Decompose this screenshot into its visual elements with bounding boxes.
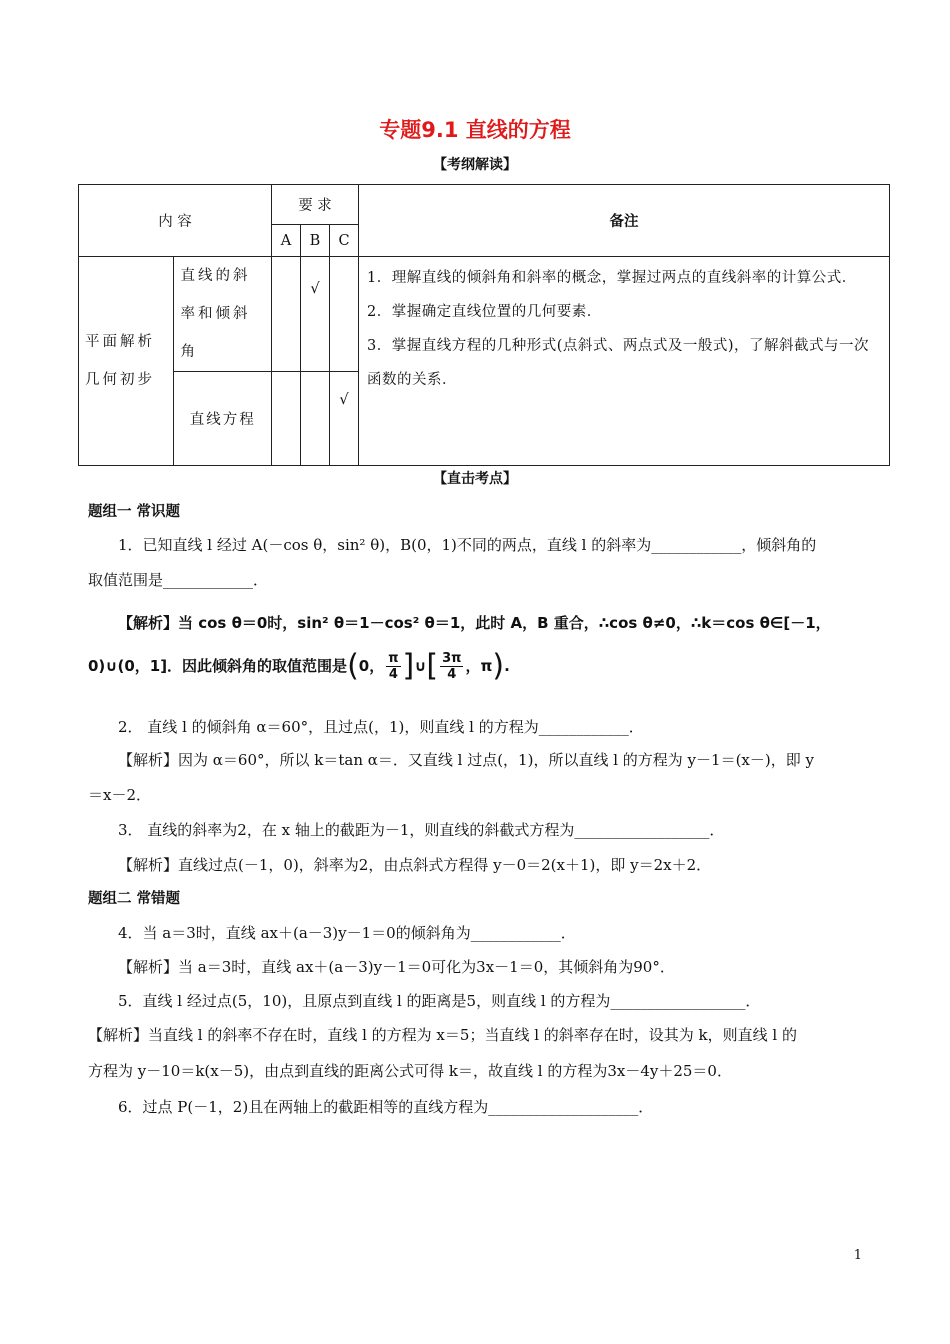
close-paren: ) [492, 648, 505, 684]
topic-slope-angle: 直线的斜率和倾斜角 [174, 257, 272, 372]
note-1: 1．理解直线的倾斜角和斜率的概念，掌握过两点的直线斜率的计算公式． [367, 270, 857, 286]
solution-1-union: ∪ [414, 657, 427, 675]
row2-c-mark: √ [330, 372, 359, 466]
requirements-table [78, 184, 890, 466]
row1-b-mark: √ [301, 257, 330, 372]
question-2: 2． 直线 l 的倾斜角 α＝60°，且过点(，1)，则直线 l 的方程为____________． [118, 718, 644, 736]
row1-c [330, 257, 359, 372]
section-heading-points: 【直击考点】 [433, 471, 517, 487]
frac1-denominator: 4 [388, 667, 398, 682]
row2-b [301, 372, 330, 466]
frac2-denominator: 4 [447, 667, 457, 682]
question-3: 3． 直线的斜率为2，在 x 轴上的截距为－1，则直线的斜截式方程为__________________． [118, 821, 725, 839]
notes-cell [359, 257, 890, 466]
solution-1-text: 0)∪(0，1]．因此倾斜角的取值范围是 [88, 657, 348, 675]
solution-3: 【解析】直线过点(－1，0)，斜率为2，由点斜式方程得 y－0＝2(x＋1)，即 y＝2x＋2． [118, 856, 712, 874]
section-heading-outline: 【考纲解读】 [433, 157, 517, 173]
solution-1-line1: 【解析】当 cos θ＝0时，sin² θ＝1－cos² θ＝1，此时 A，B 重合，∴cos θ≠0，∴k＝cos θ∈[－1， [118, 614, 831, 632]
solution-2-line1: 【解析】因为 α＝60°，所以 k＝tan α＝．又直线 l 过点(，1)，所以直线 l 的方程为 y－1＝(x－)，即 y [118, 751, 814, 769]
frac1-numerator: π [388, 651, 399, 666]
open-paren: ( [347, 648, 359, 684]
group2-heading: 题组二 常错题 [88, 891, 181, 907]
solution-1-zero: 0， [358, 657, 385, 675]
header-notes: 备注 [359, 185, 890, 257]
solution-2-line2: ＝x－2． [88, 786, 152, 804]
header-c: C [330, 225, 359, 257]
question-1-line2: 取值范围是____________． [88, 571, 269, 589]
solution-1-pi: ，π [465, 657, 493, 675]
note-2: 2．掌握确定直线位置的几何要素． [367, 304, 602, 320]
solution-4: 【解析】当 a＝3时，直线 ax＋(a－3)y－1＝0可化为3x－1＝0，其倾斜角为90°． [118, 958, 675, 976]
row2-a [272, 372, 301, 466]
row1-a [272, 257, 301, 372]
frac2-numerator: 3π [442, 651, 462, 666]
subject-cell: 平面解析几何初步 [79, 257, 174, 466]
page-title: 专题9.1 直线的方程 [379, 118, 571, 142]
question-4: 4．当 a＝3时，直线 ax＋(a－3)y－1＝0的倾斜角为____________． [118, 924, 576, 942]
question-1-line1: 1．已知直线 l 经过 A(－cos θ，sin² θ)，B(0，1)不同的两点，直线 l 的斜率为____________，倾斜角的 [118, 536, 817, 554]
group1-heading: 题组一 常识题 [88, 504, 181, 520]
question-5: 5．直线 l 经过点(5，10)，且原点到直线 l 的距离是5，则直线 l 的方程为__________________． [118, 992, 761, 1010]
fraction-3pi-over-4 [440, 651, 463, 682]
header-requirement: 要 求 [272, 185, 359, 225]
topic-line-equation: 直线方程 [174, 372, 272, 466]
open-bracket: [ [426, 648, 439, 684]
solution-5-line1: 【解析】当直线 l 的斜率不存在时，直线 l 的方程为 x＝5；当直线 l 的斜率存在时，设其为 k，则直线 l 的 [88, 1026, 797, 1044]
fraction-pi-over-4 [386, 651, 400, 682]
page-number: 1 [853, 1248, 862, 1263]
header-b: B [301, 225, 330, 257]
header-content: 内 容 [79, 185, 272, 257]
note-3: 3．掌握直线方程的几种形式(点斜式、两点式及一般式)，了解斜截式与一次函数的关系． [367, 338, 870, 388]
question-6: 6．过点 P(－1，2)且在两轴上的截距相等的直线方程为____________________． [118, 1098, 654, 1116]
header-a: A [272, 225, 301, 257]
solution-1-line2: 0)∪(0，1]．因此倾斜角的取值范围是(0， $\frac{\pi}{4}$ ]∪[ $\frac{3\pi}{4}$ ，π). [88, 648, 510, 684]
close-bracket: ] [402, 648, 415, 684]
solution-5-line2: 方程为 y－10＝k(x－5)，由点到直线的距离公式可得 k＝，故直线 l 的方程为3x－4y＋25＝0． [88, 1062, 732, 1080]
